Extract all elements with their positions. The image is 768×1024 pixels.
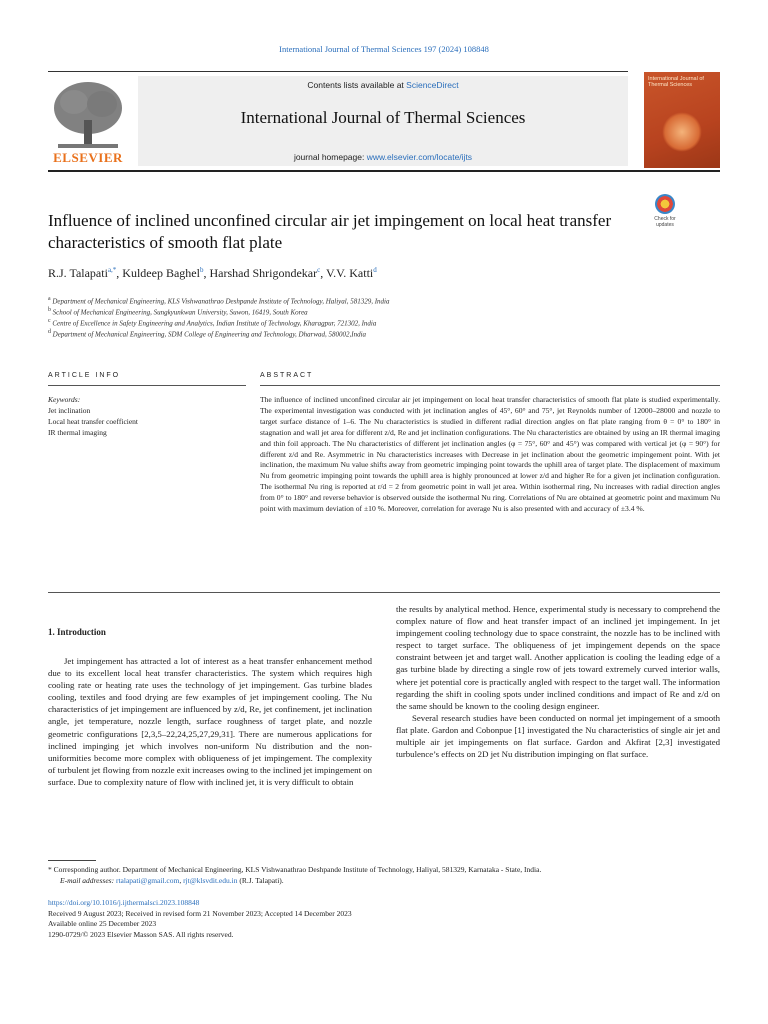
article-title: Influence of inclined unconfined circular air jet impingement on local heat transfer characteristics of smooth flat plate: [48, 211, 612, 252]
cover-title: International Journal of Thermal Sciences: [648, 76, 704, 88]
abstract-text: The influence of inclined unconfined circular air jet impingement on local heat transfer characteristics of smooth flat plate is studied experimentally. The experimental investigation was conducted with jet inclination angles of 45°, 60° and 75°, jet Reynolds number of 12000–28000 and nozzle to target surface distance of 1–6. The Nu characteristics is studied in different radial direction angles on flat plate ranging from θ = 0° to 180° in stagnation and wall jet area for different z/d, Re and jet inclination configurations. The Nu characteristics are obtained by using an IR thermal imaging and thin foil approach. The Nu characteristics of different jet inclination angles (φ = 75°, 60° and 45°) was compared with vertical jet (φ = 90°) for different z/d and Re. Asymmetric in Nu characteristics increases with Decrease in jet inclination about the geometric impingement point. With jet inclination, the maximum Nu value shifts away from geometric impinging point towards the uphill area of target plate. The displacement of maximum Nu from geometric impinging point towards the uphill area is highly pronounced at lower z/d and higher Re for a given jet inclination configuration. The isothermal Nu ring is reported at r/d = 2 from geometric point in wall jet area. Within isothermal ring, Nu increases with radial direction angles from 0° to 180° and reverse behavior is observed outside the isothermal Nu ring. Correlations of Nu are obtained at geometric point and maximum Nu point with maximum deviation of ±10 %. Moreover, correlation for average Nu is also presented with and accuracy of ±3.4 %.: [260, 395, 720, 514]
section-heading-introduction: 1. Introduction: [48, 627, 106, 637]
article-info-heading: ARTICLE INFO: [48, 372, 121, 379]
affiliation: [48, 327, 668, 340]
masthead-bottom-rule: [48, 170, 720, 172]
affiliation-sup: c: [48, 318, 51, 324]
keyword: Local heat transfer coefficient: [48, 417, 139, 426]
masthead-top-rule: [48, 71, 628, 72]
body-paragraph: Several research studies have been conducted on normal jet impingement of a smooth flat plate. Gardon and Cobonpue [1] investigated the Nu characteristics of single air jet and multiple air jet impingements on flat surface. Gardon and Akfirat [2,3] investigated turbulence’s effects on 2D jet Nu distribution impinging on flat surface.: [396, 712, 720, 760]
body-right-column: [396, 603, 720, 760]
check-for-updates-icon: [655, 194, 675, 214]
footnote-rule: [48, 860, 96, 861]
author-name[interactable]: V.V. Katti: [326, 266, 374, 280]
author-sup[interactable]: b: [199, 266, 204, 274]
email-link-1[interactable]: rtalapati@gmail.com: [115, 876, 180, 885]
email-separator: ,: [179, 876, 184, 885]
affiliation-text: Centre of Excellence in Safety Engineering and Analytics, Indian Institute of Technology, Kharagpur, 721302, India: [52, 319, 377, 328]
cover-art: [662, 112, 702, 152]
affiliation-sup: d: [48, 329, 51, 335]
copyright: 1290-0729/© 2023 Elsevier Masson SAS. All rights reserved.: [48, 929, 234, 939]
check-for-updates-button[interactable]: [650, 194, 680, 228]
email-link-2[interactable]: rjt@klsvdit.edu.in: [183, 876, 238, 885]
author-sup[interactable]: c: [317, 266, 321, 274]
author-name[interactable]: Kuldeep Baghel: [122, 266, 200, 280]
journal-cover-thumbnail: [644, 72, 720, 168]
journal-name: International Journal of Thermal Sciences: [240, 108, 526, 127]
email-line: [48, 875, 720, 886]
footnote: [48, 864, 720, 886]
affiliation-text: School of Mechanical Engineering, Sungkyunkwan University, Suwon, 16419, South Korea: [52, 308, 308, 317]
author-name[interactable]: R.J. Talapati: [48, 266, 108, 280]
author-name[interactable]: Harshad Shrigondekar: [209, 266, 318, 280]
email-suffix: (R.J. Talapati).: [237, 876, 284, 885]
homepage-prefix: journal homepage:: [293, 152, 367, 162]
author-list: R.J. Talapati$^{a,*}$, Kuldeep Baghel$^b$, Harshad Shrigondekar$^c$, V.V. Katti$^d$: [48, 266, 377, 280]
article-info-rule: [48, 385, 246, 386]
publisher-name: ELSEVIER: [53, 150, 123, 165]
affiliation-text: Department of Mechanical Engineering, KLS Vishwanathrao Deshpande Institute of Technology, Haliyal, 581329, India: [52, 297, 390, 306]
author-sup[interactable]: d: [373, 266, 377, 274]
abstract-heading: ABSTRACT: [260, 372, 314, 379]
body-paragraph: Jet impingement has attracted a lot of interest as a heat transfer enhancement method due to its excellent local heat transfer characteristics. The system which requires high cooling rate or heating rate uses the technology of jet impingement. Gas turbine blades cooling, textiles and food drying are few examples of jet impingement cooling. The Nu characteristics of jet impingement are influenced by z/d, Re, jet confinement, jet inclination angle, jet temperature, nozzle length, surface roughness of target plate, and nozzle geometric configurations [2,3,5–22,24,25,27,29,31]. There are numerous applications for inclined impinging jet which involves non-uniform Nu distribution and the non-uniformities become more complex with obliqueness of jet impingement. The complexity of turbulent jet flowing from nozzle exit increases owing to the inclined jet impingement on surface. Due to complexity nature of flow with inclined jet, it is very difficult to obtain: [48, 656, 372, 787]
affiliation-sup: a: [48, 296, 51, 302]
keywords-label: Keywords:: [48, 395, 81, 404]
email-label: E-mail addresses:: [60, 876, 116, 885]
sciencedirect-link[interactable]: ScienceDirect: [406, 80, 459, 90]
corresponding-author-note: * Corresponding author. Department of Mechanical Engineering, KLS Vishwanathrao Deshpande Institute of Technology, Haliyal, 581329, Karnataka - State, India.: [48, 865, 542, 874]
available-date: Available online 25 December 2023: [48, 919, 157, 928]
body-paragraph: the results by analytical method. Hence, experimental study is necessary to comprehend the complex nature of flow and heat transfer impact of an inclined jet impingement. In jet impingement cooling technology due to space constraint, the nozzle has to be inclined with respect to target surface. The obliqueness of jet impingement depends on the space constraint between jet and target wall. Another application is cooling the leading edge of a gas turbine blade by directing a single row of jets toward extremely curved interior walls, where jet potential core is practically angled with respect to the target wall. The information regarding the shift in cooling spots under inclined conditions and impact of Re and z/d on the same should be known to the cooling design engineer.: [396, 604, 720, 711]
abstract-bottom-rule: [48, 592, 720, 593]
publication-info: [48, 898, 720, 940]
received-dates: Received 9 August 2023; Received in revised form 21 November 2023; Accepted 14 December 2023: [48, 908, 352, 918]
journal-citation[interactable]: International Journal of Thermal Sciences 197 (2024) 108848: [279, 44, 489, 54]
badge-label: Check for updates: [654, 216, 676, 228]
contents-line: [138, 80, 628, 90]
body-left-column: [48, 655, 372, 788]
keyword: Jet inclination: [48, 406, 91, 415]
affiliation-sup: b: [48, 307, 51, 313]
affiliation-text: Department of Mechanical Engineering, SDM College of Engineering and Technology, Dharwad, 580002,India: [52, 330, 367, 339]
author-sup[interactable]: a,*: [107, 266, 117, 274]
doi-link[interactable]: https://doi.org/10.1016/j.ijthermalsci.2023.108848: [48, 898, 200, 907]
keyword: IR thermal imaging: [48, 428, 107, 437]
abstract-rule: [260, 385, 720, 386]
homepage-line: [138, 152, 628, 162]
homepage-link[interactable]: www.elsevier.com/locate/ijts: [366, 152, 473, 162]
contents-prefix: Contents lists available at: [307, 80, 407, 90]
